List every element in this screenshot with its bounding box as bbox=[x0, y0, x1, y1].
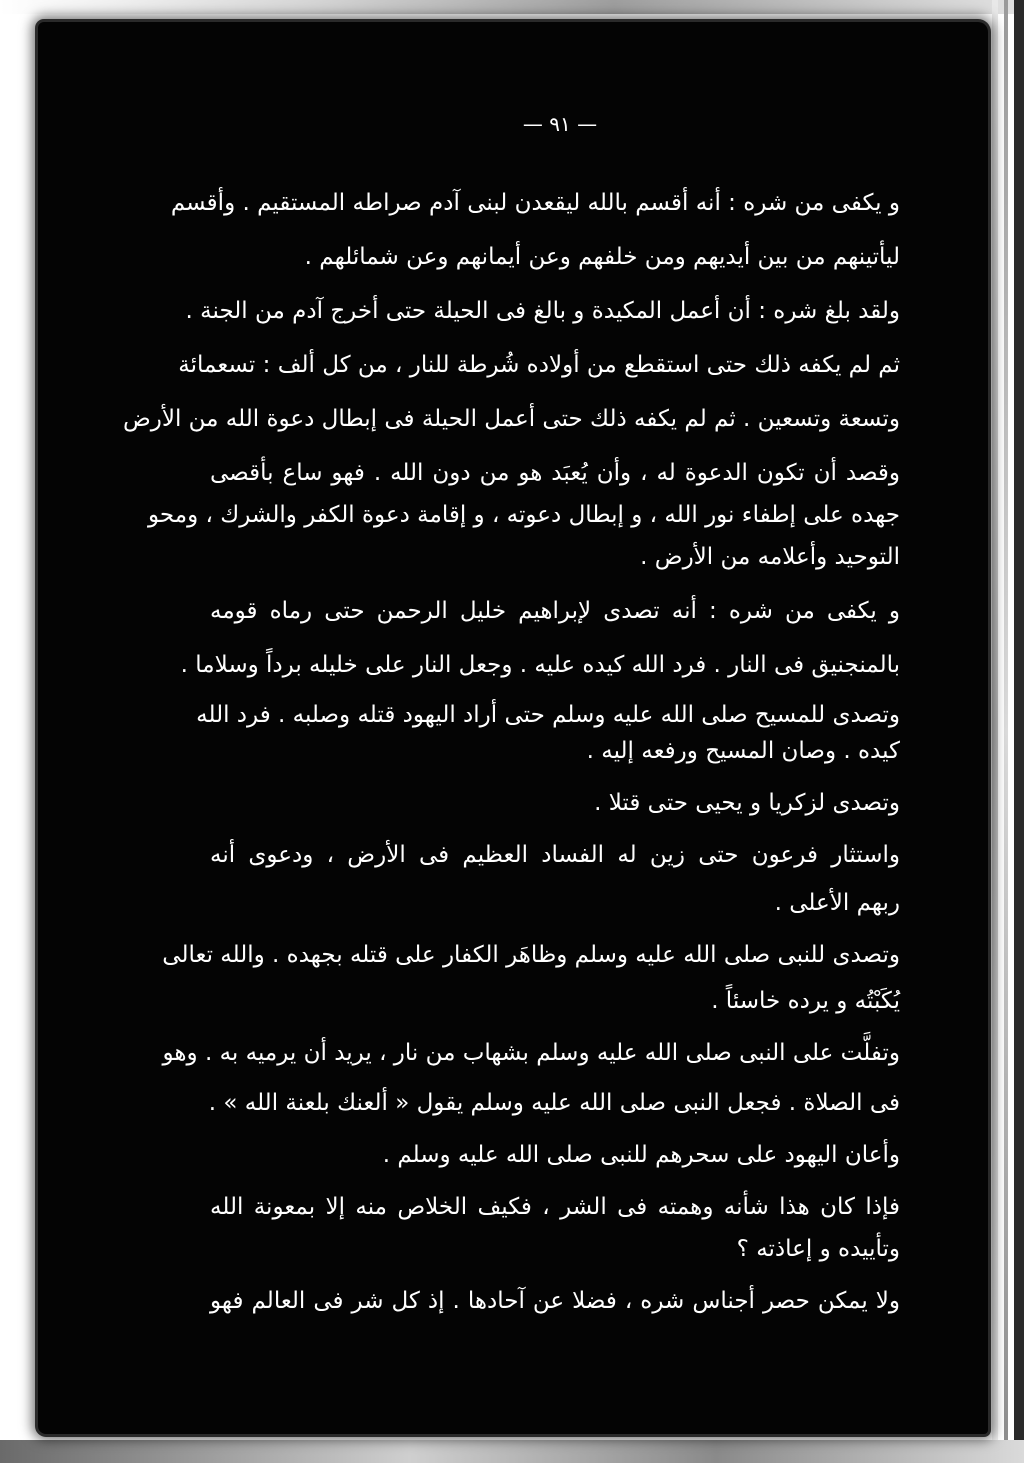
text-line: ثم لم يكفه ذلك حتى استقطع من أولاده شُرطة للنار ، من كل ألف : تسعمائة bbox=[178, 352, 900, 378]
text-line: ولا يمكن حصر أجناس شره ، فضلا عن آحادها . إذ كل شر فى العالم فهو bbox=[210, 1288, 900, 1314]
text-line: ربهم الأعلى . bbox=[774, 890, 900, 916]
text-line: جهده على إطفاء نور الله ، و إبطال دعوته ، و إقامة دعوة الكفر والشرك ، ومحو bbox=[148, 502, 900, 528]
text-line: وتصدى للنبى صلى الله عليه وسلم وظاهَر الكفار على قتله بجهده . والله تعالى bbox=[162, 942, 900, 968]
text-line: و يكفى من شره : أنه تصدى لإبراهيم خليل الرحمن حتى رماه قومه bbox=[210, 598, 900, 624]
scanner-edge-bottom bbox=[0, 1440, 1024, 1463]
text-line: وتصدى لزكريا و يحيى حتى قتلا . bbox=[594, 790, 900, 816]
text-line: وتفلَّت على النبى صلى الله عليه وسلم بشهاب من نار ، يريد أن يرميه به . وهو bbox=[162, 1040, 900, 1066]
text-line: واستثار فرعون حتى زين له الفساد العظيم فى الأرض ، ودعوى أنه bbox=[210, 842, 900, 868]
text-line: وتسعة وتسعين . ثم لم يكفه ذلك حتى أعمل الحيلة فى إبطال دعوة الله من الأرض bbox=[122, 406, 900, 432]
scanner-edge-right bbox=[992, 0, 998, 1463]
text-line: يُكَبْتُه و يرده خاسئاً . bbox=[711, 988, 900, 1014]
text-line: وتصدى للمسيح صلى الله عليه وسلم حتى أراد اليهود قتله وصلبه . فرد الله bbox=[196, 702, 900, 728]
scanner-edge-right-dark bbox=[1014, 0, 1024, 1463]
text-line: فى الصلاة . فجعل النبى صلى الله عليه وسلم يقول « ألعنك بلعنة الله » . bbox=[208, 1090, 900, 1116]
text-line: وقصد أن تكون الدعوة له ، وأن يُعبَد هو من دون الله . فهو ساع بأقصى bbox=[210, 460, 900, 486]
text-line: كيده . وصان المسيح ورفعه إليه . bbox=[586, 738, 900, 764]
text-line: ولقد بلغ شره : أن أعمل المكيدة و بالغ فى الحيلة حتى أخرج آدم من الجنة . bbox=[185, 298, 900, 324]
text-line: وتأييده و إعاذته ؟ bbox=[736, 1236, 900, 1262]
text-line: ليأتينهم من بين أيديهم ومن خلفهم وعن أيمانهم وعن شمائلهم . bbox=[304, 244, 900, 270]
text-line: التوحيد وأعلامه من الأرض . bbox=[640, 544, 900, 570]
text-line: وأعان اليهود على سحرهم للنبى صلى الله عليه وسلم . bbox=[382, 1142, 900, 1168]
text-line: فإذا كان هذا شأنه وهمته فى الشر ، فكيف الخلاص منه إلا بمعونة الله bbox=[210, 1194, 900, 1220]
text-line: و يكفى من شره : أنه أقسم بالله ليقعدن لبنى آدم صراطه المستقيم . وأقسم bbox=[170, 190, 900, 216]
scanner-edge-top bbox=[0, 0, 1024, 14]
page-number: — ٩١ — bbox=[522, 112, 598, 136]
scanner-edge-right-inner bbox=[1004, 0, 1008, 1463]
text-line: بالمنجنيق فى النار . فرد الله كيده عليه . وجعل النار على خليله برداً وسلاما . bbox=[180, 652, 900, 678]
